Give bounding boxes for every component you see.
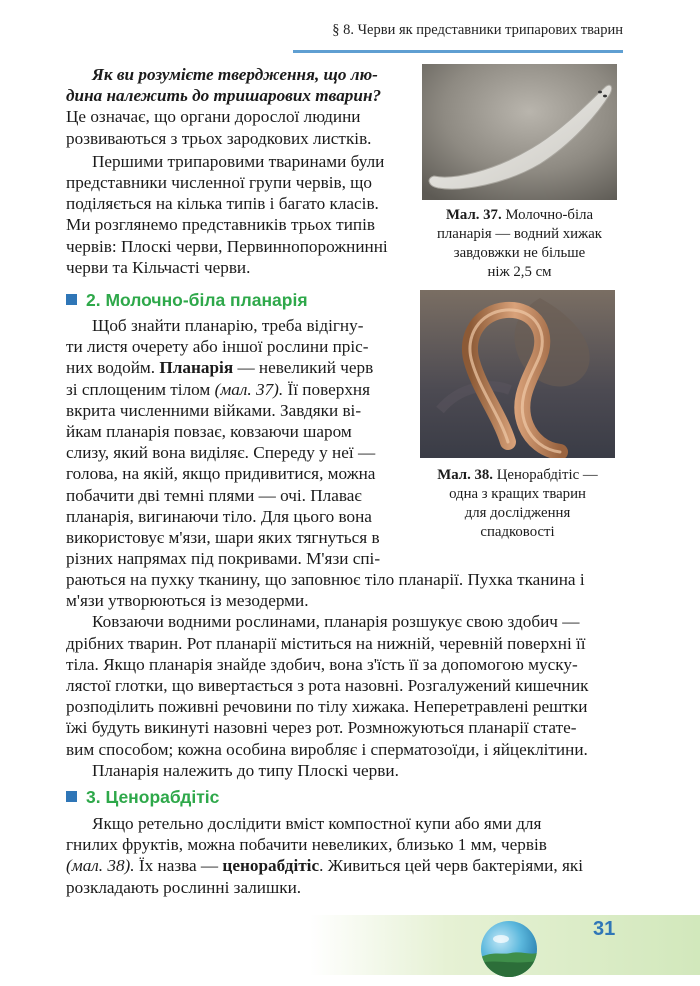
question-line: дина належить до тришарових тварин?	[66, 86, 382, 106]
running-header	[293, 18, 623, 56]
text-line: — невеликий черв	[233, 358, 374, 378]
section2-paragraph	[66, 611, 618, 759]
text-line: Ми розглянемо представників трьох типів	[66, 215, 375, 235]
text-line: них водойм.	[66, 358, 160, 378]
caption-text: для дослідження	[464, 505, 571, 521]
globe-illustration	[481, 921, 537, 977]
text-line: розподілить поживні речовини по тілу хижака. Неперетравлені рештки	[66, 697, 588, 717]
intro-paragraph	[66, 151, 406, 278]
text-line: різних напрямах під покривами. М'язи спі-	[66, 549, 381, 569]
figure-37-planarian-photo	[422, 64, 617, 200]
text-line: планарія, вигинаючи тіло. Для цього вона	[66, 506, 372, 526]
text-line: розвиваються з трьох зародкових листків.	[66, 128, 372, 148]
term-caenorhabditis: ценорабдітіс	[222, 856, 320, 876]
section-heading-caenorhabditis	[66, 787, 219, 808]
text-line: . Живиться цей черв бактеріями, які	[319, 856, 583, 876]
term-planaria: Планарія	[159, 358, 234, 378]
figure-ref: (мал. 37).	[214, 379, 284, 399]
intro-block	[66, 64, 406, 278]
text-line: Першими трипаровими тваринами були	[92, 151, 385, 171]
figure-ref: (мал. 38).	[66, 856, 135, 876]
caption-text: Молочно-біла	[505, 207, 594, 223]
header-rule	[293, 50, 623, 53]
text-line: Щоб знайти планарію, треба відігну-	[92, 316, 364, 335]
text-line: слизу, який вона виділяє. Спереду у неї —	[66, 443, 376, 463]
caption-text: одна з кращих тварин	[449, 486, 586, 502]
caption-text: ніж 2,5 см	[487, 264, 552, 280]
text-line: голова, на якій, якщо придивитися, можна	[66, 464, 376, 484]
caption-text: планарія — водний хижак	[436, 226, 602, 242]
heading-text: 2. Молочно-біла планарія	[86, 290, 308, 310]
nematode-illustration	[420, 290, 615, 458]
figure-label: Мал. 38.	[437, 467, 493, 483]
figure-37-caption	[422, 206, 617, 282]
section2-paragraph	[66, 315, 406, 569]
section3-text	[66, 813, 618, 898]
intro-question	[66, 64, 406, 106]
globe-landscape-icon	[481, 921, 537, 977]
text-line: Це означає, що органи дорослої людини	[66, 107, 361, 127]
section2-paragraph-continued	[66, 569, 618, 611]
text-line: поділяється на кілька типів і багато класів.	[66, 194, 379, 214]
text-line: дрібних тварин. Рот планарії міститься на нижній, черевній поверхні її	[66, 633, 586, 653]
figure-38-caption	[420, 466, 615, 542]
intro-answer	[66, 106, 406, 148]
heading-text: 3. Ценорабдітіс	[86, 787, 220, 807]
figure-38-nematode-photo	[420, 290, 615, 458]
text-line: йкам планарія повзає, ковзаючи шаром	[66, 422, 352, 442]
section2-column-text	[66, 315, 406, 569]
text-line: ти листя очерету або іншої рослини пріс-	[66, 337, 369, 357]
text-line: їжі будуть викинуті назовні через рот. Розмножуються планарії стате-	[66, 718, 577, 738]
section2-conclusion: Планарія належить до типу Плоскі черви.	[92, 760, 399, 780]
caption-text: завдовжки не більше	[453, 245, 586, 261]
heading-marker-icon	[66, 791, 77, 802]
text-line: раються на пухку тканину, що заповнює тіло планарії. Пухка тканина і	[66, 570, 585, 589]
text-line: червів: Плоскі черви, Первиннопорожнинні	[66, 236, 388, 256]
header-title: § 8. Черви як представники трипарових тварин	[332, 22, 623, 38]
planarian-illustration	[422, 64, 617, 200]
text-line: зі сплощеним тілом	[66, 379, 215, 399]
text-line: вим способом; кожна особина виробляє і сперматозоїди, і яйцеклітини.	[66, 739, 588, 759]
text-line: лястої глотки, що вивертається з рота назовні. Розгалужений кишечник	[66, 676, 589, 696]
text-line: Ковзаючи водними рослинами, планарія розшукує свою здобич —	[92, 612, 580, 632]
section-heading-planaria	[66, 290, 308, 311]
caption-text: спадковості	[480, 524, 555, 540]
figure-label: Мал. 37.	[445, 207, 502, 223]
text-line: Якщо ретельно дослідити вміст компостної купи або ями для	[92, 814, 542, 833]
question-line: Як ви розумієте твердження, що лю-	[92, 65, 378, 84]
text-line: побачити дві темні плями — очі. Плаває	[66, 485, 362, 505]
text-line: представники численної групи червів, що	[66, 173, 373, 193]
section3-paragraph	[66, 813, 618, 898]
text-line: черви та Кільчасті черви.	[66, 257, 251, 277]
text-line: вкрита численними війками. Завдяки ві-	[66, 400, 362, 420]
page-number: 31	[593, 918, 616, 940]
caption-text: Ценорабдітіс —	[496, 467, 598, 483]
text-line: гнилих фруктів, можна побачити невеликих, близько 1 мм, червів	[66, 835, 547, 855]
section2-full-text	[66, 569, 618, 781]
text-line: м'язи утворюються із мезодерми.	[66, 591, 309, 611]
text-line: тіла. Якщо планарія знайде здобич, вона з'їсть її за допомогою муску-	[66, 654, 578, 674]
text-line: Її поверхня	[283, 379, 371, 399]
text-line: Їх назва —	[134, 856, 223, 876]
text-line: використовує м'язи, шари яких тягнуться в	[66, 528, 380, 548]
heading-marker-icon	[66, 294, 77, 305]
text-line: розкладають рослинні залишки.	[66, 877, 302, 897]
